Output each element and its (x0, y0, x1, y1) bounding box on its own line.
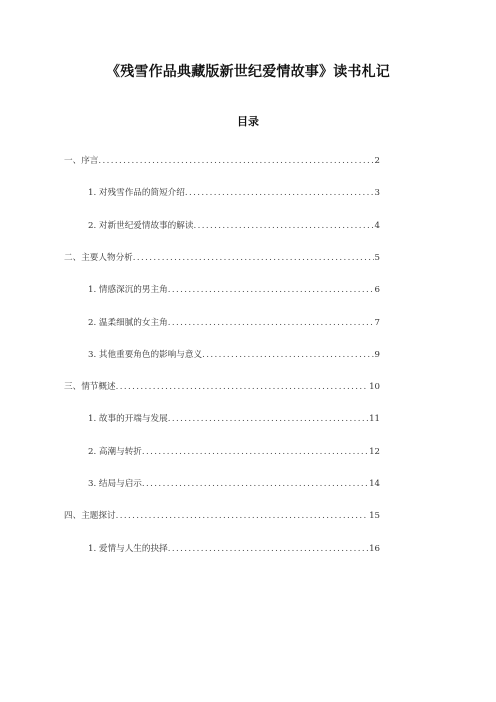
toc-dot-leader (168, 543, 368, 555)
toc-entry-label: 1. 情感深沉的男主角 (88, 285, 168, 295)
toc-entry-page: 5 (374, 253, 380, 263)
toc-entry-page: 6 (374, 285, 380, 295)
toc-dot-leader (98, 155, 373, 167)
toc-dot-leader (168, 413, 368, 425)
toc-entry-page: 7 (374, 318, 380, 328)
toc-entry-label: 二、主要人物分析 (64, 253, 133, 263)
toc-entry-label: 1. 爱情与人生的抉择 (88, 544, 168, 554)
toc-entry[interactable] (88, 543, 380, 555)
toc-dot-leader (185, 187, 374, 199)
toc-heading: 目录 (237, 115, 259, 128)
toc-entry[interactable] (64, 252, 380, 264)
toc-entry[interactable] (64, 381, 380, 393)
toc-dot-leader (202, 349, 373, 361)
document-title: 《残雪作品典藏版新世纪爱情故事》读书札记 (106, 64, 390, 80)
toc-entry-label: 四、主题探讨 (64, 511, 116, 521)
toc-entry-label: 2. 高潮与转折 (88, 447, 142, 457)
toc-entry[interactable] (88, 446, 380, 458)
toc-entry-label: 3. 结局与启示 (88, 479, 142, 489)
toc-entry-page: 4 (374, 221, 380, 231)
toc-dot-leader (142, 478, 368, 490)
toc-entry[interactable] (88, 187, 380, 199)
toc-entry-label: 1. 对残雪作品的简短介绍 (88, 188, 185, 198)
toc-entry[interactable] (88, 349, 380, 361)
toc-entry[interactable] (64, 155, 380, 167)
toc-entry-page: 9 (374, 350, 380, 360)
toc-entry[interactable] (88, 220, 380, 232)
toc-entry-label: 2. 温柔细腻的女主角 (88, 318, 168, 328)
toc-entry-page: 15 (369, 511, 380, 521)
toc-dot-leader (193, 220, 373, 232)
toc-entry-label: 一、序言 (64, 156, 99, 166)
toc-entry-label: 1. 故事的开端与发展 (88, 414, 168, 424)
toc-entry-page: 10 (369, 382, 380, 392)
toc-entry-label: 2. 对新世纪爱情故事的解读 (88, 221, 194, 231)
toc-entry[interactable] (88, 317, 380, 329)
toc-dot-leader (142, 446, 368, 458)
toc-entry-page: 16 (369, 544, 380, 554)
toc-entry-label: 3. 其他重要角色的影响与意义 (88, 350, 203, 360)
toc-entry[interactable] (64, 510, 380, 522)
toc-entry[interactable] (88, 478, 380, 490)
toc-dot-leader (168, 284, 374, 296)
toc-entry[interactable] (88, 284, 380, 296)
toc-entry-page: 12 (369, 447, 380, 457)
toc-entry-page: 2 (374, 156, 380, 166)
toc-entry-page: 14 (369, 479, 380, 489)
toc-dot-leader (133, 252, 374, 264)
toc-entry-page: 3 (374, 188, 380, 198)
toc-dot-leader (116, 510, 368, 522)
toc-entry-label: 三、情节概述 (64, 382, 116, 392)
toc-dot-leader (168, 317, 374, 329)
toc-entry[interactable] (88, 413, 380, 425)
toc-entry-page: 11 (369, 414, 380, 424)
toc-dot-leader (116, 381, 368, 393)
